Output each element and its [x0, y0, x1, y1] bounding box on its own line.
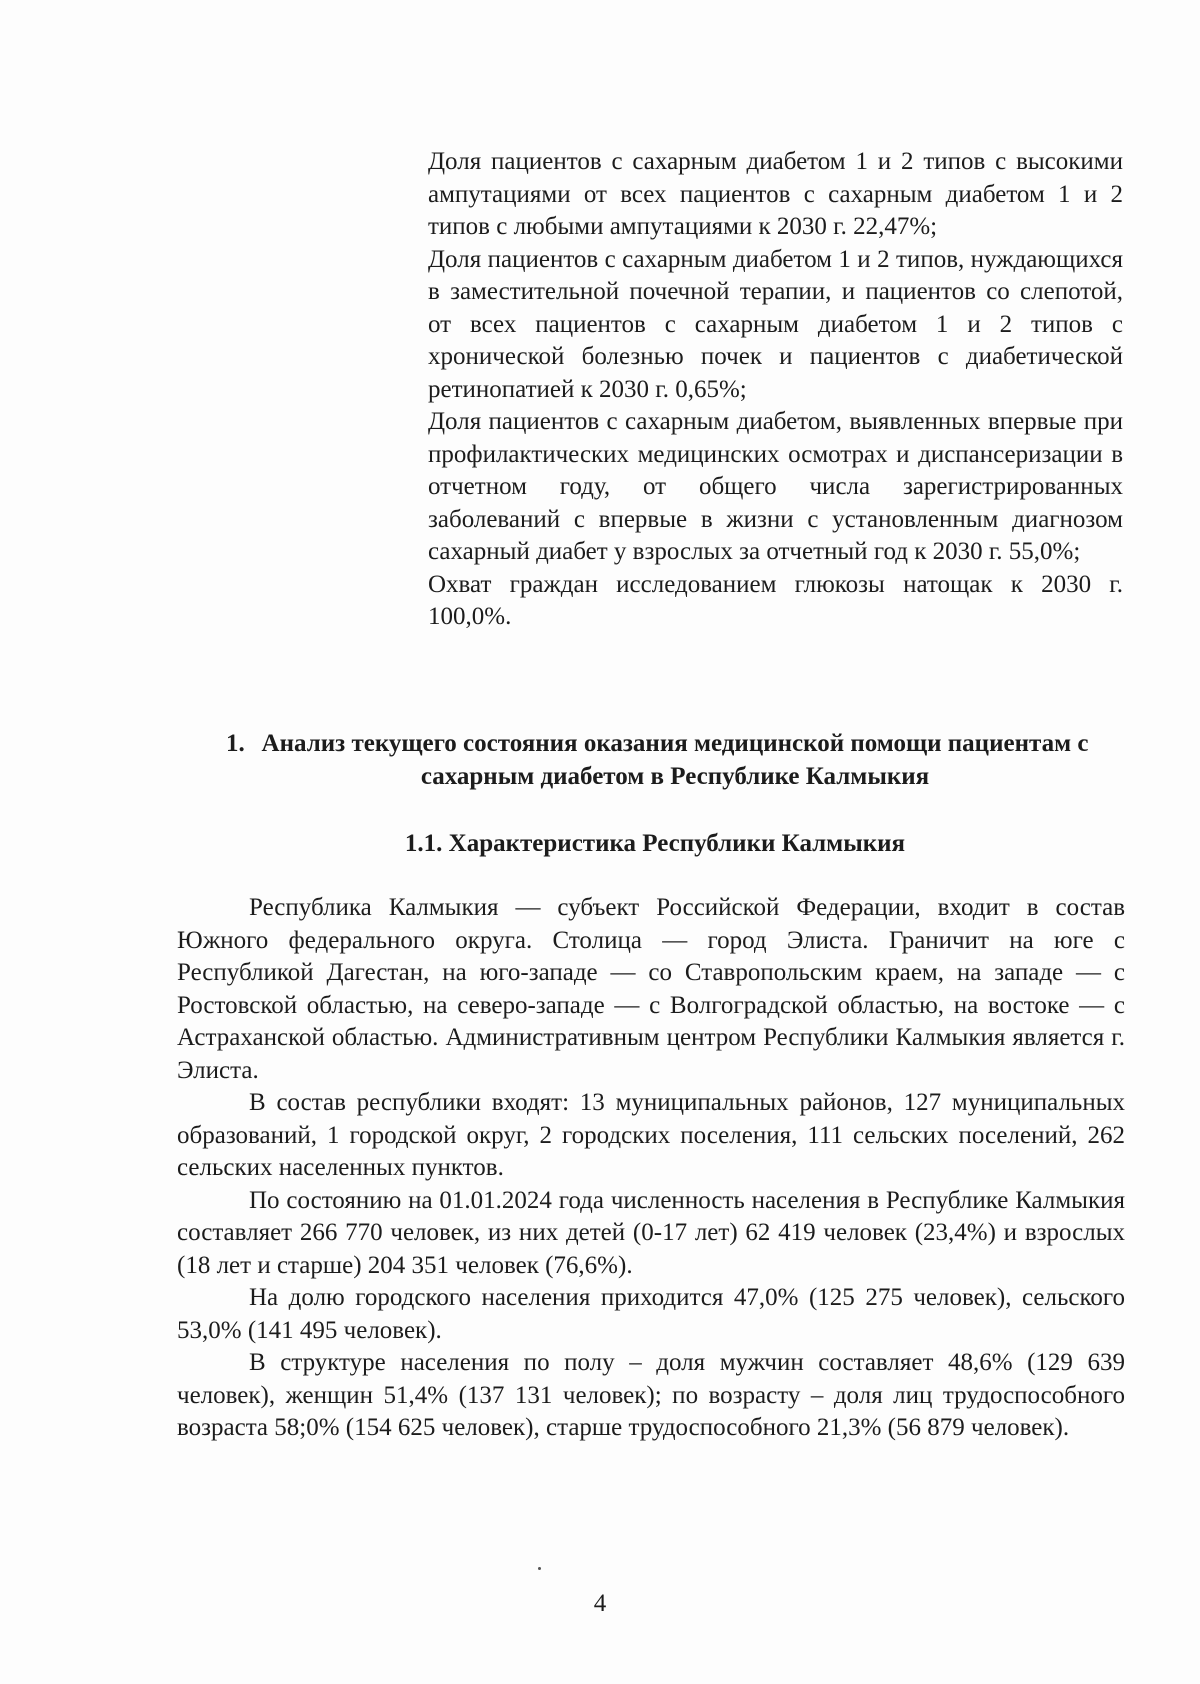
indicator-glucose-coverage: Охват граждан исследованием глюкозы натощак к 2030 г. 100,0%. — [428, 570, 1123, 630]
paragraph-urban-rural: На долю городского населения приходится 47,0% (125 275 человек), сельского 53,0% (141 495 человек). — [177, 1284, 1125, 1344]
target-indicators-list — [428, 146, 1123, 634]
body-text — [177, 892, 1125, 1445]
indicator-screening-detection: Доля пациентов с сахарным диабетом, выявленных впервые при профилактических медицинских осмотрах и диспансеризации в отчетном году, от общего числа зарегистрированных заболеваний с впервые в жизни с установленным диагнозом сахарный диабет у взрослых за отчетный год к 2030 г. 55,0%; — [428, 408, 1123, 565]
indicator-amputations: Доля пациентов с сахарным диабетом 1 и 2 типов с высокими ампутациями от всех пациентов с сахарным диабетом 1 и 2 типов с любыми ампутациями к 2030 г. 22,47%; — [428, 148, 1123, 240]
paragraph-administrative: В состав республики входят: 13 муниципальных районов, 127 муниципальных образований, 1 городской округ, 2 городских поселения, 111 сельских поселений, 262 сельских населенных пунктов. — [177, 1089, 1125, 1181]
scan-speck — [538, 1567, 541, 1570]
page-number: 4 — [593, 1590, 607, 1617]
paragraph-geography: Республика Калмыкия — субъект Российской Федерации, входит в состав Южного федерального округа. Столица — город Элиста. Граничит на юге с Республикой Дагестан, на юго-западе — со Ставропольским краем, на западе — с Ростовской областью, на северо-западе — с Волгоградской областью, на востоке — с Астраханской областью. Административным центром Республики Калмыкия является г. Элиста. — [177, 894, 1125, 1084]
section-number: 1. — [226, 730, 245, 757]
subsection-title: 1.1. Характеристика Республики Калмыкия — [404, 830, 906, 857]
section-heading — [220, 728, 1090, 793]
indicator-renal-blindness: Доля пациентов с сахарным диабетом 1 и 2 типов, нуждающихся в заместительной почечной терапии, и пациентов со слепотой, от всех пациентов с сахарным диабетом 1 и 2 типов с хронической болезнью почек и пациентов с диабетической ретинопатией к 2030 г. 0,65%; — [428, 245, 1123, 403]
paragraph-population: По состоянию на 01.01.2024 года численность населения в Республике Калмыкия составляет 266 770 человек, из них детей (0-17 лет) 62 419 человек (23,4%) и взрослых (18 лет и старше) 204 351 человек (76,6%). — [177, 1186, 1125, 1279]
paragraph-structure: В структуре населения по полу – доля мужчин составляет 48,6% (129 639 человек), женщин 51,4% (137 131 человек); по возрасту – доля лиц трудоспособного возраста 58;0% (154 625 человек), старше трудоспособного 21,3% (56 879 человек). — [177, 1349, 1125, 1441]
section-title: Анализ текущего состояния оказания медицинской помощи пациентам с сахарным диабетом в Республике Калмыкия — [261, 730, 1089, 790]
